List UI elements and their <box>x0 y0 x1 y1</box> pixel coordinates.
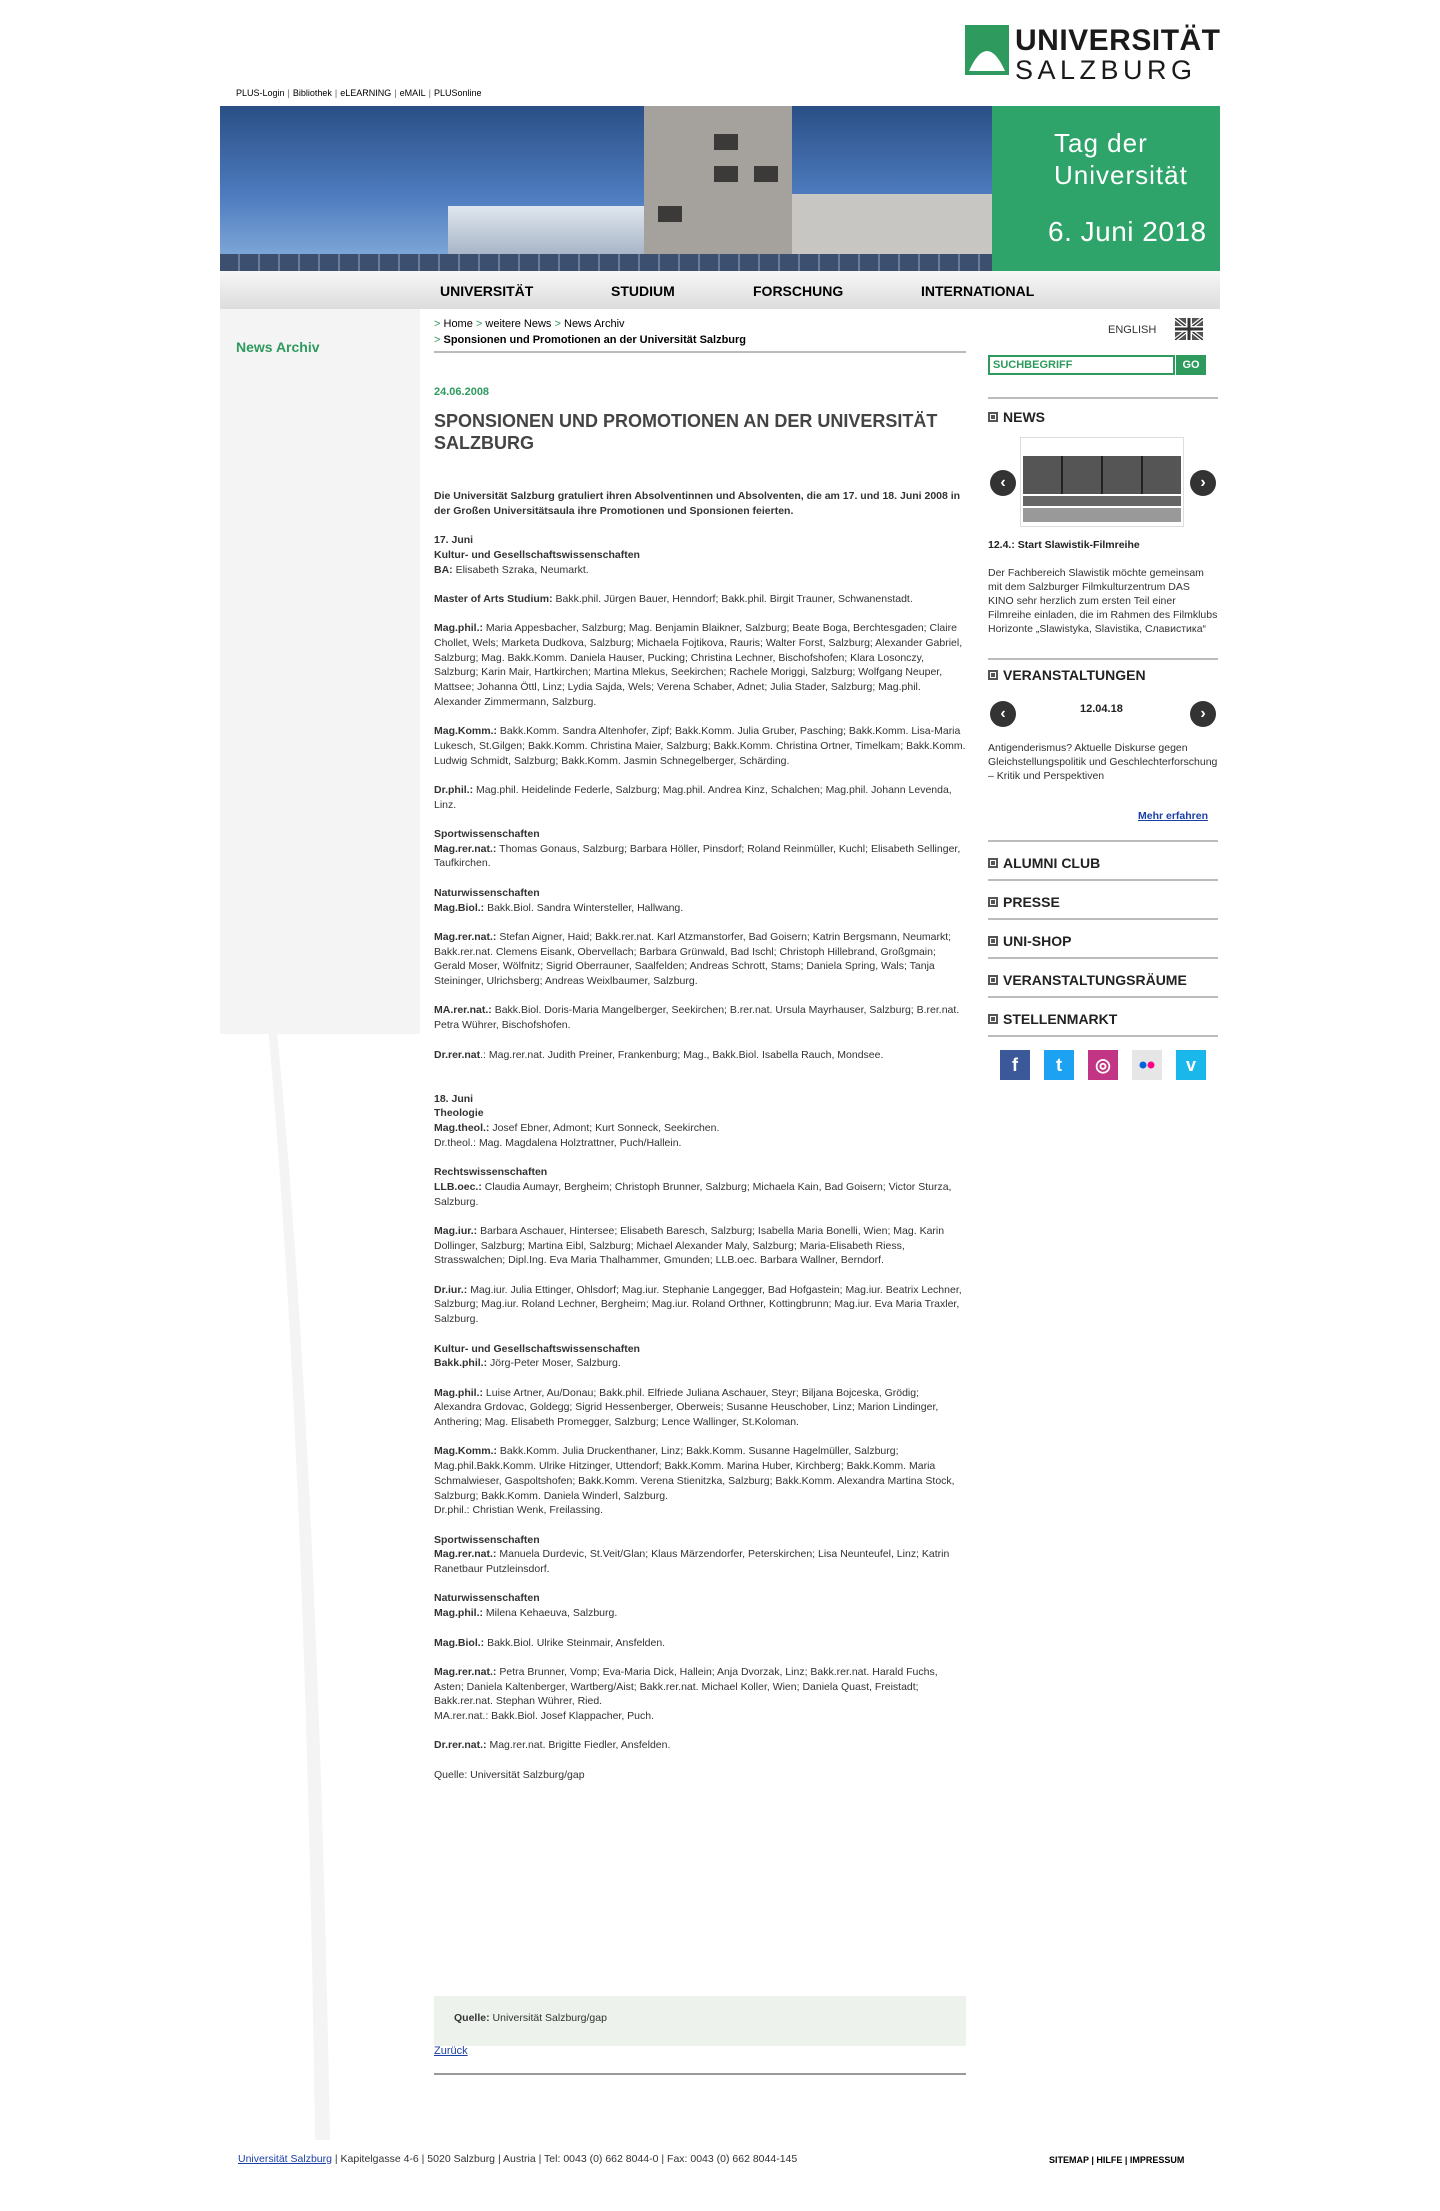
header-banner[interactable] <box>220 106 1220 271</box>
divider <box>988 996 1218 998</box>
degree-paragraph <box>434 1283 966 1327</box>
link-veranstaltungsraeume[interactable] <box>988 972 1218 988</box>
window <box>714 166 738 182</box>
next-arrow-icon[interactable]: › <box>1190 470 1216 496</box>
bullet-icon <box>988 1014 998 1024</box>
divider <box>434 2073 966 2075</box>
footer-address-text: | Kapitelgasse 4-6 | 5020 Salzburg | Austria | Tel: 0043 (0) 662 8044-0 | Fax: 0043 (0) 662 8044-145 <box>331 2153 798 2165</box>
degree-label: Dr.rer.nat <box>434 1048 481 1061</box>
section-heading: 17. Juni <box>434 534 474 547</box>
window <box>658 206 682 222</box>
source-value: Universität Salzburg/gap <box>492 2012 607 2024</box>
link-stellenmarkt[interactable] <box>988 1011 1218 1027</box>
degree-names: Mag.phil. Heidelinde Federle, Salzburg; Mag.phil. Andrea Kinz, Schalchen; Mag.phil. Johann Levenda, Linz. <box>434 783 952 811</box>
faculty-heading: Theologie <box>434 1107 484 1120</box>
language-switch[interactable]: ENGLISH <box>1108 324 1157 336</box>
source-box <box>434 1996 966 2046</box>
article-date: 24.06.2008 <box>434 386 490 398</box>
news-image-caption-strip <box>1023 496 1181 506</box>
divider <box>988 957 1218 959</box>
degree-label: Bakk.phil.: <box>434 1357 488 1370</box>
degree-paragraph <box>434 621 966 709</box>
degree-paragraph <box>434 1224 966 1268</box>
events-heading-label: VERANSTALTUNGEN <box>1003 667 1146 683</box>
link-uni-shop[interactable] <box>988 933 1218 949</box>
faculty-heading: Sportwissenschaften <box>434 828 540 841</box>
degree-paragraph <box>434 886 966 915</box>
degree-paragraph <box>434 1636 966 1651</box>
news-item-text: Der Fachbereich Slawistik möchte gemeinsam mit dem Salzburger Filmkulturzentrum DAS KINO sehr herzlich zum ersten Teil einer Filmreihe einladen, die im Rahmen des Filmklubs Horizonte „Slawistyka, Slavistika, Славистика“ <box>988 567 1218 635</box>
degree-names: Bakk.Biol. Ulrike Steinmair, Ansfelden. <box>487 1636 666 1649</box>
quicklink-email[interactable]: eMAIL <box>399 88 426 98</box>
divider <box>434 351 966 353</box>
main-navigation <box>220 271 1220 309</box>
nav-international[interactable]: INTERNATIONAL <box>921 283 1035 299</box>
twitter-icon[interactable]: t <box>1044 1050 1074 1080</box>
degree-names: Bakk.phil. Jürgen Bauer, Henndorf; Bakk.phil. Birgit Trauner, Schwanenstadt. <box>555 592 913 605</box>
nav-universitaet[interactable]: UNIVERSITÄT <box>440 283 534 299</box>
degree-names: Bakk.Komm. Julia Druckenthaner, Linz; Bakk.Komm. Susanne Hagelmüller, Salzburg; Mag.phil.Bakk.Komm. Ulrike Hitzinger, Uttendorf; Bakk.Komm. Marina Huber, Kirchberg; Bakk.Komm. Maria Schmalwieser, Gaspoltshofen; Bakk.Komm. Verena Stienitzka, Salzburg; Bakk.Komm. Alexandra Martina Stock, Salzburg; Bakk.Komm. Daniela Winderl, Salzburg. <box>434 1445 955 1502</box>
link-label: ALUMNI CLUB <box>1003 855 1101 871</box>
degree-paragraph <box>434 1386 966 1430</box>
banner-tower-building <box>644 106 792 261</box>
divider <box>988 918 1218 920</box>
search-form <box>988 355 1206 375</box>
uk-flag-icon[interactable] <box>1175 318 1203 340</box>
degree-names: Maria Appesbacher, Salzburg; Mag. Benjamin Blaikner, Salzburg; Beate Boga, Berchtesgaden; Claire Chollet, Wels; Marketa Dudkova, Salzburg; Michaela Fojtikova, Rauris; Walter Forst, Salzburg; Alexander Gabriel, Salzburg; Mag. Bakk.Komm. Daniela Hauser, Pucking; Christina Lechner, Bischofshofen; Klara Losonczy, Salzburg; Karin Mair, Hartkirchen; Martina Mlekus, Seekirchen; Rachele Moriggi, Salzburg; Wolfgang Neuper, Mattsee; Johanna Öttl, Linz; Lydia Sajda, Wels; Verena Schaber, Adnet; Julia Stader, Salzburg; Mag.phil. Alexander Zimmermann, Salzburg. <box>434 622 963 708</box>
degree-label: Mag.rer.nat.: <box>434 842 497 855</box>
degree-paragraph <box>434 930 966 989</box>
footer-address <box>238 2153 797 2165</box>
degree-names: MA.rer.nat.: Bakk.Biol. Josef Klappacher, Puch. <box>434 1710 655 1723</box>
degree-label: Mag.rer.nat.: <box>434 1665 497 1678</box>
link-presse[interactable] <box>988 894 1218 910</box>
degree-names: Luise Artner, Au/Donau; Bakk.phil. Elfriede Juliana Aschauer, Steyr; Biljana Bojceska, Grödig; Alexandra Grdovac, Goldegg; Sigrid Hessenberger, Oberweis; Susanne Heuschober, Linz; Marion Lindinger, Anthering; Mag. Elisabeth Promegger, Salzburg; Lence Wallinger, St.Koloman. <box>434 1386 939 1429</box>
article-headline: SPONSIONEN UND PROMOTIONEN AN DER UNIVERSITÄT SALZBURG <box>434 411 938 453</box>
degree-label: Mag.phil.: <box>434 1607 483 1620</box>
bullet-icon <box>988 858 998 868</box>
spacer <box>434 1077 966 1092</box>
prev-arrow-icon[interactable]: ‹ <box>990 701 1016 727</box>
degree-paragraph <box>434 1003 966 1032</box>
faculty-heading: Kultur- und Gesellschaftswissenschaften <box>434 548 640 561</box>
degree-label: Mag.rer.nat.: <box>434 1548 497 1561</box>
article-source: Quelle: Universität Salzburg/gap <box>434 1768 585 1781</box>
degree-names: Bakk.Biol. Sandra Wintersteller, Hallwang. <box>487 901 684 914</box>
news-heading[interactable] <box>988 409 1218 425</box>
degree-names: Barbara Aschauer, Hintersee; Elisabeth Baresch, Salzburg; Isabella Maria Bonelli, Wien; Mag. Karin Dollinger, Salzburg; Martina Eibl, Salzburg; Michael Alexander Maly, Salzburg; Maria-Elisabeth Riess, Strasswalchen; Dipl.Ing. Eva Maria Thalhammer, Gmunden; LLB.oec. Barbara Wallner, Berndorf. <box>434 1224 945 1267</box>
degree-paragraph <box>434 1591 966 1620</box>
link-label: PRESSE <box>1003 894 1060 910</box>
news-image[interactable] <box>1020 437 1184 527</box>
footer-university-link[interactable]: Universität Salzburg <box>238 2153 332 2165</box>
degree-paragraph <box>434 783 966 812</box>
sidebar-title[interactable]: News Archiv <box>236 339 320 355</box>
news-heading-label: NEWS <box>1003 409 1045 425</box>
degree-label: Dr.rer.nat.: <box>434 1739 487 1752</box>
news-item-title[interactable]: 12.4.: Start Slawistik-Filmreihe <box>988 539 1140 551</box>
degree-names: Manuela Durdevic, St.Veit/Glan; Klaus Märzendorfer, Peterskirchen; Lisa Neunteufel, Linz; Katrin Ranetbaur Putzleinsdorf. <box>434 1548 950 1576</box>
news-image-film-strip <box>1023 456 1181 494</box>
social-links <box>1000 1050 1210 1082</box>
nav-forschung[interactable]: FORSCHUNG <box>753 283 844 299</box>
search-go-button[interactable]: GO <box>1176 355 1206 375</box>
degree-names: Dr.theol.: Mag. Magdalena Holztrattner, Puch/Hallein. <box>434 1136 682 1149</box>
event-text[interactable]: Antigenderismus? Aktuelle Diskurse gegen Gleichstellungspolitik und Geschlechterforschung – Kritik und Perspektiven <box>988 742 1218 782</box>
degree-label: Mag.Komm.: <box>434 725 497 738</box>
degree-names: Claudia Aumayr, Bergheim; Christoph Brunner, Salzburg; Michaela Kain, Bad Goisern; Victor Sturza, Salzburg. <box>434 1180 952 1208</box>
degree-names: Mag.rer.nat. Brigitte Fiedler, Ansfelden. <box>489 1739 671 1752</box>
quicklink-plusonline[interactable]: PLUSonline <box>433 88 482 98</box>
flickr-icon[interactable] <box>1132 1050 1162 1080</box>
degree-label: Master of Arts Studium: <box>434 592 553 605</box>
degree-names: Thomas Gonaus, Salzburg; Barbara Höller, Pinsdorf; Roland Reinmüller, Kuchl; Elisabeth Sellinger, Taufkirchen. <box>434 842 961 870</box>
search-input[interactable]: SUCHBEGRIFF <box>988 355 1175 375</box>
news-image-caption-strip <box>1023 508 1181 522</box>
degree-names: Milena Kehaeuva, Salzburg. <box>485 1607 618 1620</box>
degree-label: Mag.rer.nat.: <box>434 930 497 943</box>
banner-line1: Tag der <box>1054 128 1148 158</box>
window <box>754 166 778 182</box>
degree-paragraph <box>434 1342 966 1371</box>
next-arrow-icon[interactable]: › <box>1190 701 1216 727</box>
degree-names: Josef Ebner, Admont; Kurt Sonneck, Seekirchen. <box>492 1122 720 1135</box>
degree-paragraph <box>434 1444 966 1518</box>
logo-text-line2: SALZBURG <box>1015 55 1197 85</box>
degree-names: Bakk.Komm. Sandra Altenhofer, Zipf; Bakk.Komm. Julia Gruber, Pasching; Bakk.Komm. Lisa-Maria Lukesch, St.Gilgen; Bakk.Komm. Christina Maier, Salzburg; Bakk.Komm. Christina Ortner, Timelkam; Bakk.Komm. Ludwig Schmidt, Salzburg; Bakk.Komm. Jasmin Schnegelberger, Schärding. <box>434 725 966 767</box>
degree-label: Mag.iur.: <box>434 1224 478 1237</box>
degree-label: Dr.phil.: <box>434 783 474 796</box>
bullet-icon <box>988 975 998 985</box>
degree-names: Stefan Aigner, Haid; Bakk.rer.nat. Karl Atzmanstorfer, Bad Goisern; Katrin Bergsmann, Neumarkt; Bakk.rer.nat. Clemens Eisank, Obervellach; Barbara Grünwald, Bad Ischl; Christoph Hillebrand, Großgmain; Gerald Moser, Wölfnitz; Sigrid Oberrauner, Saalfelden; Andreas Schrott, Stams; Daniela Spring, Wals; Tanja Steininger, Ulrichsberg; Andreas Weixlbaumer, Salzburg. <box>434 930 952 988</box>
degree-paragraph <box>434 1048 966 1063</box>
degree-names: Bakk.Biol. Doris-Maria Mangelberger, Seekirchen; B.rer.nat. Ursula Mayrhauser, Salzburg; B.rer.nat. Petra Wührer, Bischofshofen. <box>434 1004 960 1032</box>
source-label: Quelle: <box>454 2012 490 2024</box>
vimeo-icon[interactable]: v <box>1176 1050 1206 1080</box>
article-body <box>434 489 966 1797</box>
decorative-curve <box>220 640 420 2140</box>
degree-label: BA: <box>434 563 453 576</box>
bullet-icon <box>988 897 998 907</box>
article-lead: Die Universität Salzburg gratuliert ihren Absolventinnen und Absolventen, die am 17. und 18. Juni 2008 in der Großen Universitätsaula ihre Promotionen und Sponsionen feierten. <box>434 490 961 517</box>
banner-solar-panels <box>220 254 992 271</box>
link-label: STELLENMARKT <box>1003 1011 1118 1027</box>
breadcrumb-news-archiv[interactable]: News Archiv <box>564 318 625 330</box>
more-link[interactable]: Mehr erfahren <box>1138 810 1209 822</box>
events-heading[interactable] <box>988 667 1218 683</box>
breadcrumb-current: Sponsionen und Promotionen an der Universität Salzburg <box>443 334 747 346</box>
divider <box>988 397 1218 399</box>
link-label: VERANSTALTUNGSRÄUME <box>1003 972 1187 988</box>
instagram-icon[interactable]: ◎ <box>1088 1050 1118 1080</box>
degree-label: Mag.Biol.: <box>434 1636 485 1649</box>
bullet-icon <box>988 670 998 680</box>
flickr-dots <box>1132 1050 1162 1080</box>
banner-line3: 6. Juni 2018 <box>1048 216 1207 247</box>
bullet-icon <box>988 936 998 946</box>
banner-line2: Universität <box>1054 160 1188 190</box>
breadcrumb: > Home > weitere News > News Archiv > Sponsionen und Promotionen an der Universität Salzburg <box>434 318 747 346</box>
degree-paragraph <box>434 724 966 768</box>
degree-paragraph <box>434 1533 966 1577</box>
degree-names: Jörg-Peter Moser, Salzburg. <box>490 1357 621 1370</box>
degree-label: Mag.phil.: <box>434 622 483 635</box>
university-logo[interactable] <box>965 24 1221 85</box>
degree-label: Mag.phil.: <box>434 1386 483 1399</box>
event-date: 12.04.18 <box>1080 703 1123 715</box>
breadcrumb-weitere-news[interactable]: weitere News <box>485 318 552 330</box>
quicklink-plus-login[interactable]: PLUS-Login <box>236 88 285 98</box>
degree-paragraph <box>434 827 966 871</box>
prev-arrow-icon[interactable]: ‹ <box>990 470 1016 496</box>
degree-paragraph <box>434 1165 966 1209</box>
degree-label: Mag.Komm.: <box>434 1445 497 1458</box>
degree-label: MA.rer.nat.: <box>434 1004 492 1017</box>
banner-event-panel[interactable] <box>992 106 1220 271</box>
section-18-juni <box>434 1092 966 1151</box>
faculty-heading: Kultur- und Gesellschaftswissenschaften <box>434 1342 640 1355</box>
degree-paragraph <box>434 1665 966 1724</box>
faculty-heading: Naturwissenschaften <box>434 886 540 899</box>
faculty-heading: Sportwissenschaften <box>434 1533 540 1546</box>
degree-label: Mag.Biol.: <box>434 901 485 914</box>
divider <box>988 840 1218 842</box>
window <box>714 134 738 150</box>
quicklink-elearning[interactable]: eLEARNING <box>340 88 392 98</box>
quicklink-bibliothek[interactable]: Bibliothek <box>292 88 332 98</box>
bullet-icon <box>988 412 998 422</box>
section-17-juni <box>434 533 966 577</box>
breadcrumb-home[interactable]: Home <box>443 318 473 330</box>
degree-paragraph <box>434 592 966 607</box>
degree-label: Dr.iur.: <box>434 1283 468 1296</box>
faculty-heading: Rechtswissenschaften <box>434 1166 548 1179</box>
divider <box>988 1035 1218 1037</box>
quick-links: PLUS-Login | Bibliothek | eLEARNING | eMAIL | PLUSonline <box>236 88 482 98</box>
divider <box>988 879 1218 881</box>
faculty-heading: Naturwissenschaften <box>434 1592 540 1605</box>
link-alumni-club[interactable] <box>988 855 1218 871</box>
degree-names: Petra Brunner, Vomp; Eva-Maria Dick, Hallein; Anja Dvorzak, Linz; Bakk.rer.nat. Harald Fuchs, Asten; Daniela Kaltenberger, Wartberg/Aist; Bakk.rer.nat. Michael Koller, Wien; Daniela Quast, Freistadt; Bakk.rer.nat. Stephan Wührer, Ried. <box>434 1665 938 1708</box>
nav-studium[interactable]: STUDIUM <box>611 283 675 299</box>
degree-names: Dr.phil.: Christian Wenk, Freilassing. <box>434 1504 604 1517</box>
degree-label: Mag.theol.: <box>434 1122 490 1135</box>
back-link[interactable]: Zurück <box>434 2045 468 2057</box>
divider <box>988 658 1218 660</box>
degree-label: LLB.oec.: <box>434 1180 482 1193</box>
degree-paragraph <box>434 1738 966 1753</box>
degree-names: Elisabeth Szraka, Neumarkt. <box>455 563 589 576</box>
degree-names: Mag.iur. Julia Ettinger, Ohlsdorf; Mag.iur. Stephanie Langegger, Bad Hofgastein; Mag.iur. Beatrix Lechner, Salzburg; Mag.iur. Roland Lechner, Bergheim; Mag.iur. Roland Orthner, Kottingbrunn; Mag.iur. Eva Maria Traxler, Salzburg. <box>434 1283 962 1326</box>
footer-links[interactable]: SITEMAP | HILFE | IMPRESSUM <box>1049 2155 1185 2165</box>
logo-mark-icon <box>965 25 1009 75</box>
link-label: UNI-SHOP <box>1003 933 1072 949</box>
logo-text-line1: UNIVERSITÄT <box>1015 24 1221 57</box>
section-heading: 18. Juni <box>434 1092 474 1105</box>
facebook-icon[interactable]: f <box>1000 1050 1030 1080</box>
degree-names: .: Mag.rer.nat. Judith Preiner, Frankenburg; Mag., Bakk.Biol. Isabella Rauch, Mondsee. <box>480 1048 884 1061</box>
